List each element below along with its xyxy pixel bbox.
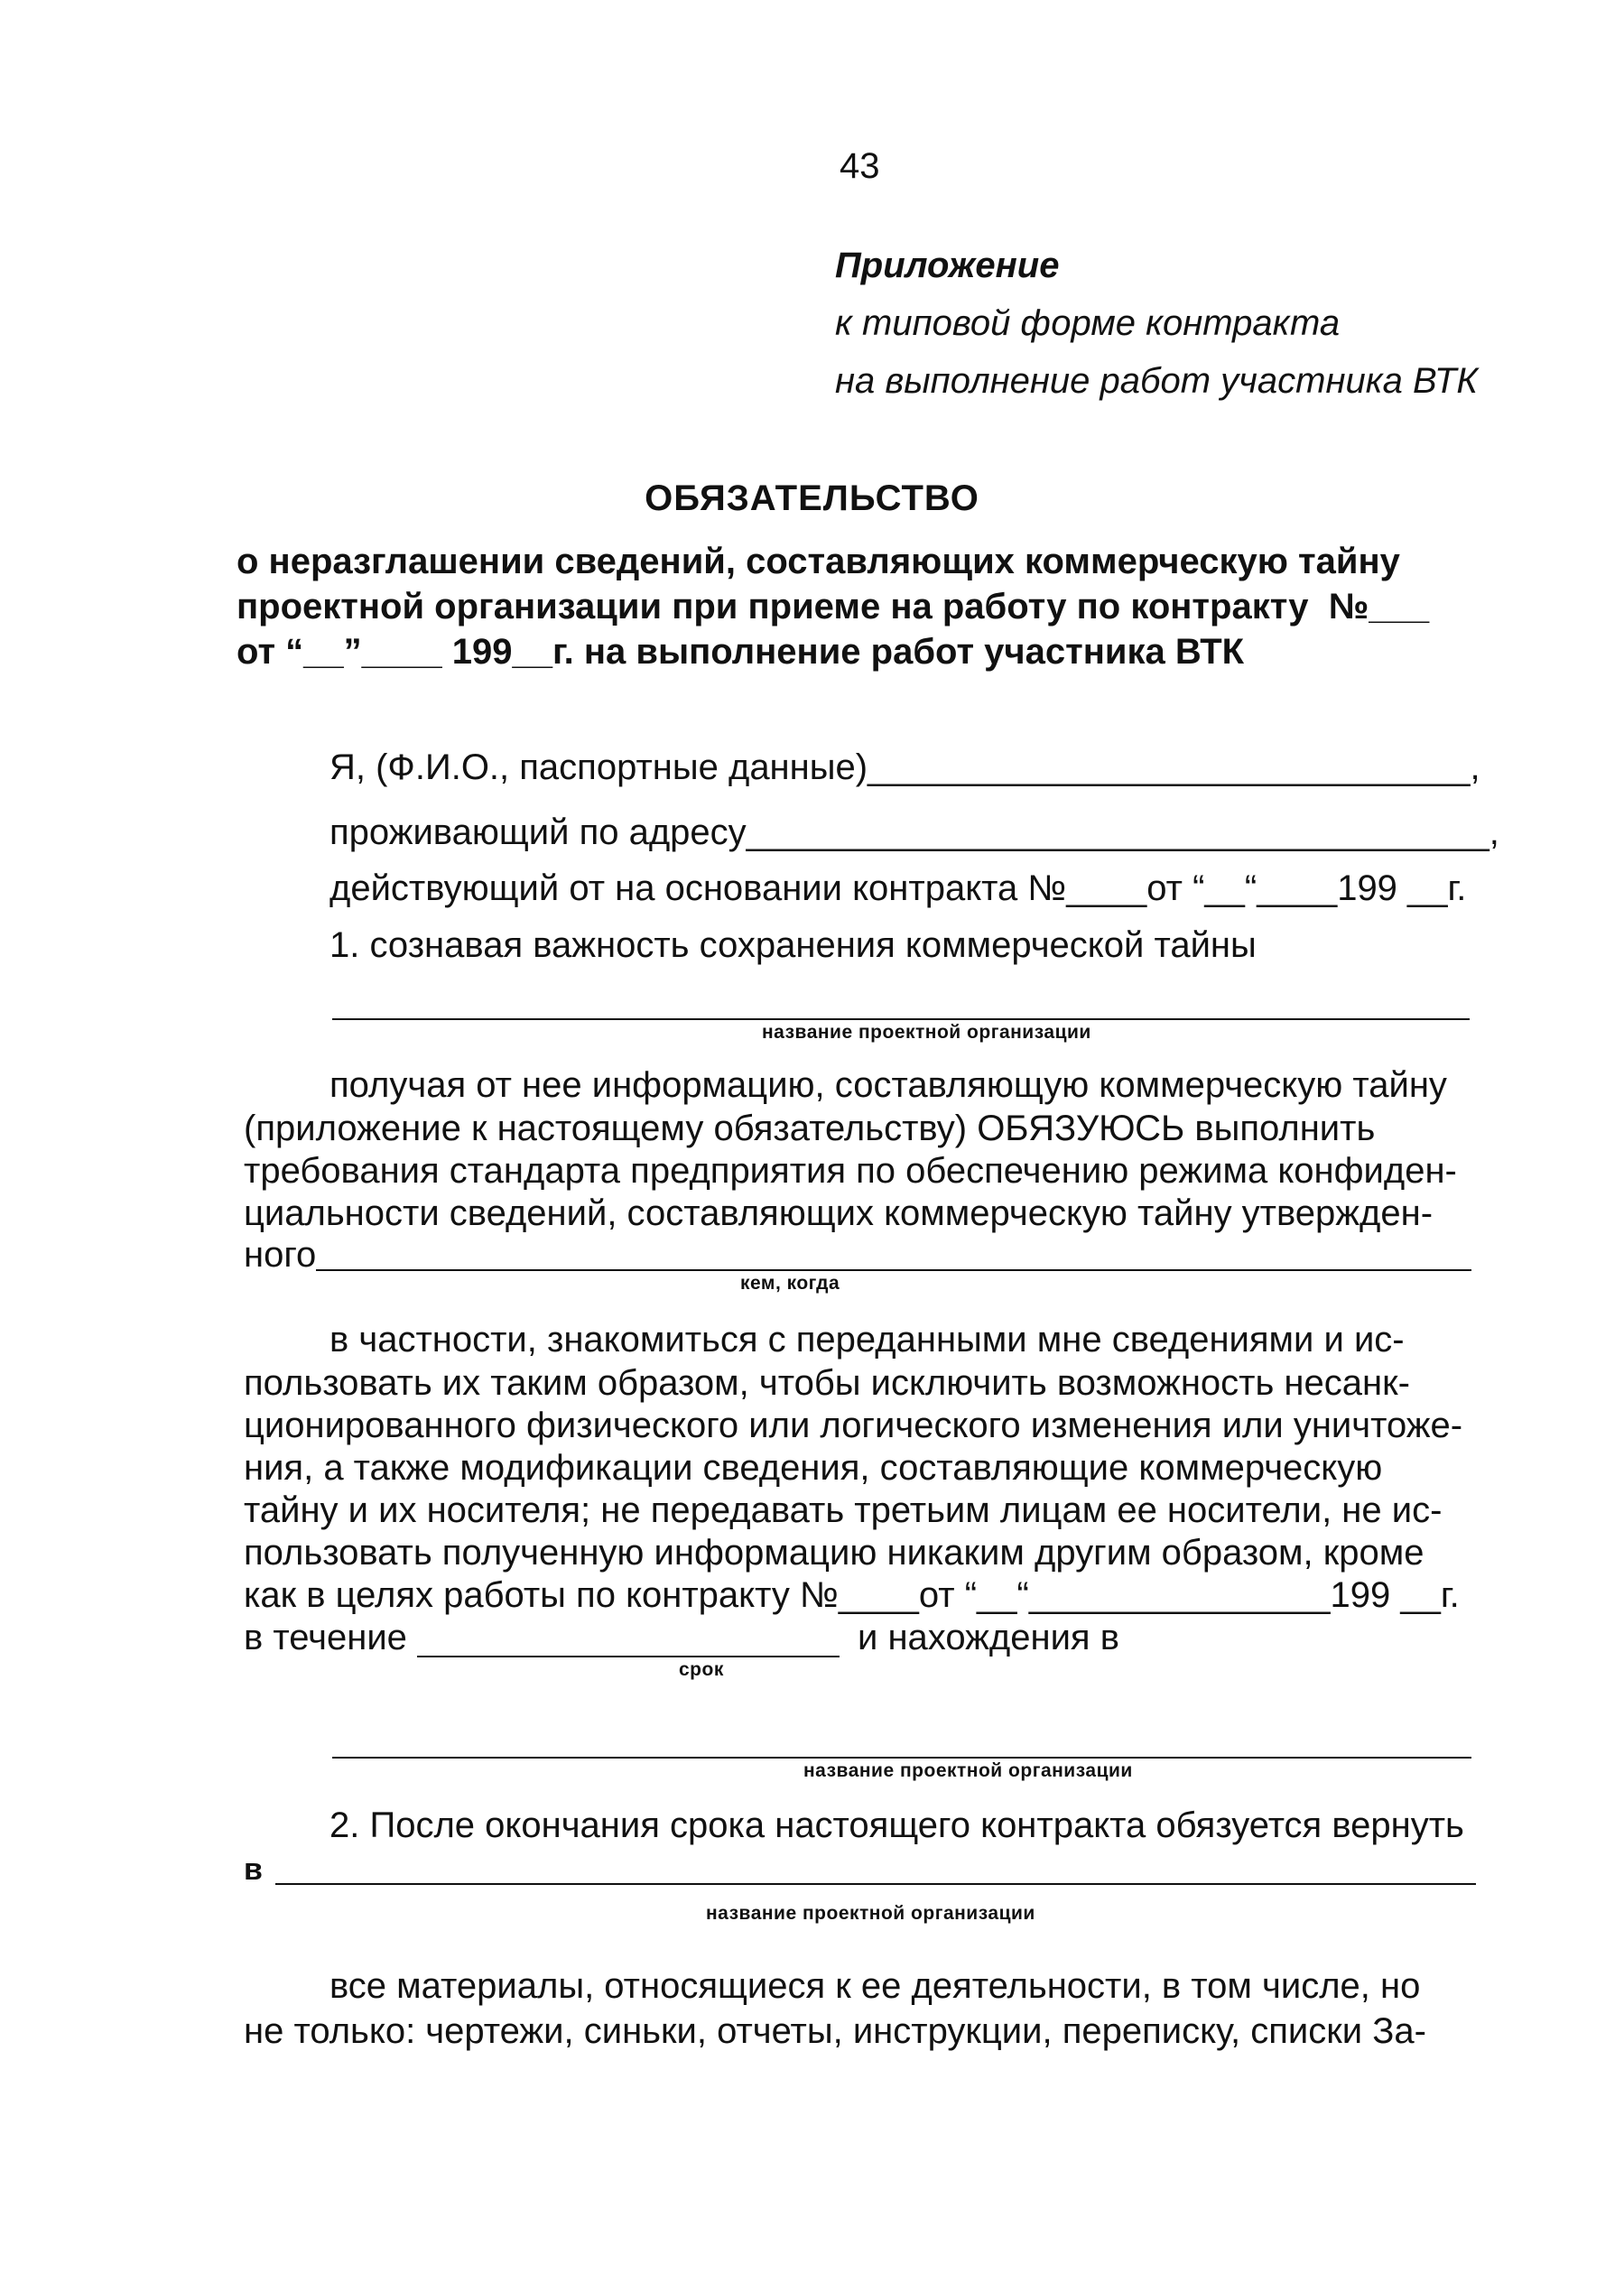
paragraph-1-line-2: (приложение к настоящему обязательству) ОБЯЗУЮСЬ выполнить (244, 1109, 1376, 1148)
paragraph-1-line-1: получая от нее информацию, составляющую коммерческую тайну (329, 1065, 1447, 1105)
subtitle-line-1: о неразглашении сведений, составляющих коммерческую тайну (237, 542, 1400, 581)
appendix-title: Приложение (835, 246, 1060, 285)
clause-2-line-1: 2. После окончания срока настоящего контракта обязуется вернуть (329, 1805, 1464, 1845)
form-line-address: проживающий по адресу_____________________________________, (329, 812, 1499, 852)
clause-1-intro: 1. сознавая важность сохранения коммерческой тайны (329, 925, 1257, 965)
org-name-blank-3 (275, 1883, 1476, 1885)
subtitle-line-3: от “__”____ 199__г. на выполнение работ участника ВТК (237, 632, 1245, 672)
paragraph-2-line-6: пользовать полученную информацию никаким другим образом, кроме (244, 1533, 1424, 1573)
paragraph-2-line-8-end: и нахождения в (858, 1618, 1119, 1657)
term-caption: срок (679, 1659, 724, 1680)
paragraph-2-line-5: тайну и их носителя; не передавать третьим лицам ее носители, не ис- (244, 1490, 1443, 1530)
appendix-line-2: на выполнение работ участника ВТК (835, 361, 1478, 401)
form-line-contract: действующий от на основании контракта №____от “__“____199 __г. (329, 868, 1467, 908)
org-name-blank-1 (332, 1018, 1470, 1020)
subtitle-line-2: проектной организации при приеме на работу по контракту №___ (237, 587, 1430, 627)
paragraph-1-line-5: ного (244, 1235, 317, 1275)
paragraph-4-line-1: все материалы, относящиеся к ее деятельности, в том числе, но (329, 1966, 1421, 2006)
paragraph-2-line-2: пользовать их таким образом, чтобы исключить возможность несанк- (244, 1363, 1410, 1403)
paragraph-2-line-4: ния, а также модификации сведения, составляющие коммерческую (244, 1448, 1383, 1488)
org-name-caption-3: название проектной организации (706, 1903, 1035, 1924)
paragraph-2-line-7: как в целях работы по контракту №____от “__“_______________199 __г. (244, 1575, 1460, 1615)
org-name-blank-2 (332, 1757, 1471, 1759)
org-name-caption-1: название проектной организации (762, 1022, 1091, 1043)
form-line-name: Я, (Ф.И.О., паспортные данные)______________________________, (329, 747, 1480, 787)
paragraph-2-line-1: в частности, знакомиться с переданными мне сведениями и ис- (329, 1320, 1405, 1360)
term-blank (417, 1656, 840, 1657)
clause-2-line-2-start: в (244, 1852, 263, 1887)
paragraph-2-line-3: ционированного физического или логического изменения или уничтоже- (244, 1406, 1463, 1445)
page-number: 43 (840, 146, 880, 186)
org-name-caption-2: название проектной организации (803, 1760, 1133, 1781)
paragraph-1-line-3: требования стандарта предприятия по обеспечению режима конфиден- (244, 1151, 1457, 1191)
document-title: ОБЯЗАТЕЛЬСТВО (645, 478, 979, 518)
who-when-caption: кем, когда (740, 1273, 840, 1294)
paragraph-1-line-4: циальности сведений, составляющих коммерческую тайну утвержден- (244, 1193, 1434, 1233)
approval-blank (316, 1269, 1471, 1271)
paragraph-4-line-2: не только: чертежи, синьки, отчеты, инструкции, переписку, списки За- (244, 2011, 1426, 2051)
appendix-line-1: к типовой форме контракта (835, 303, 1341, 343)
paragraph-2-line-8-start: в течение (244, 1618, 407, 1657)
